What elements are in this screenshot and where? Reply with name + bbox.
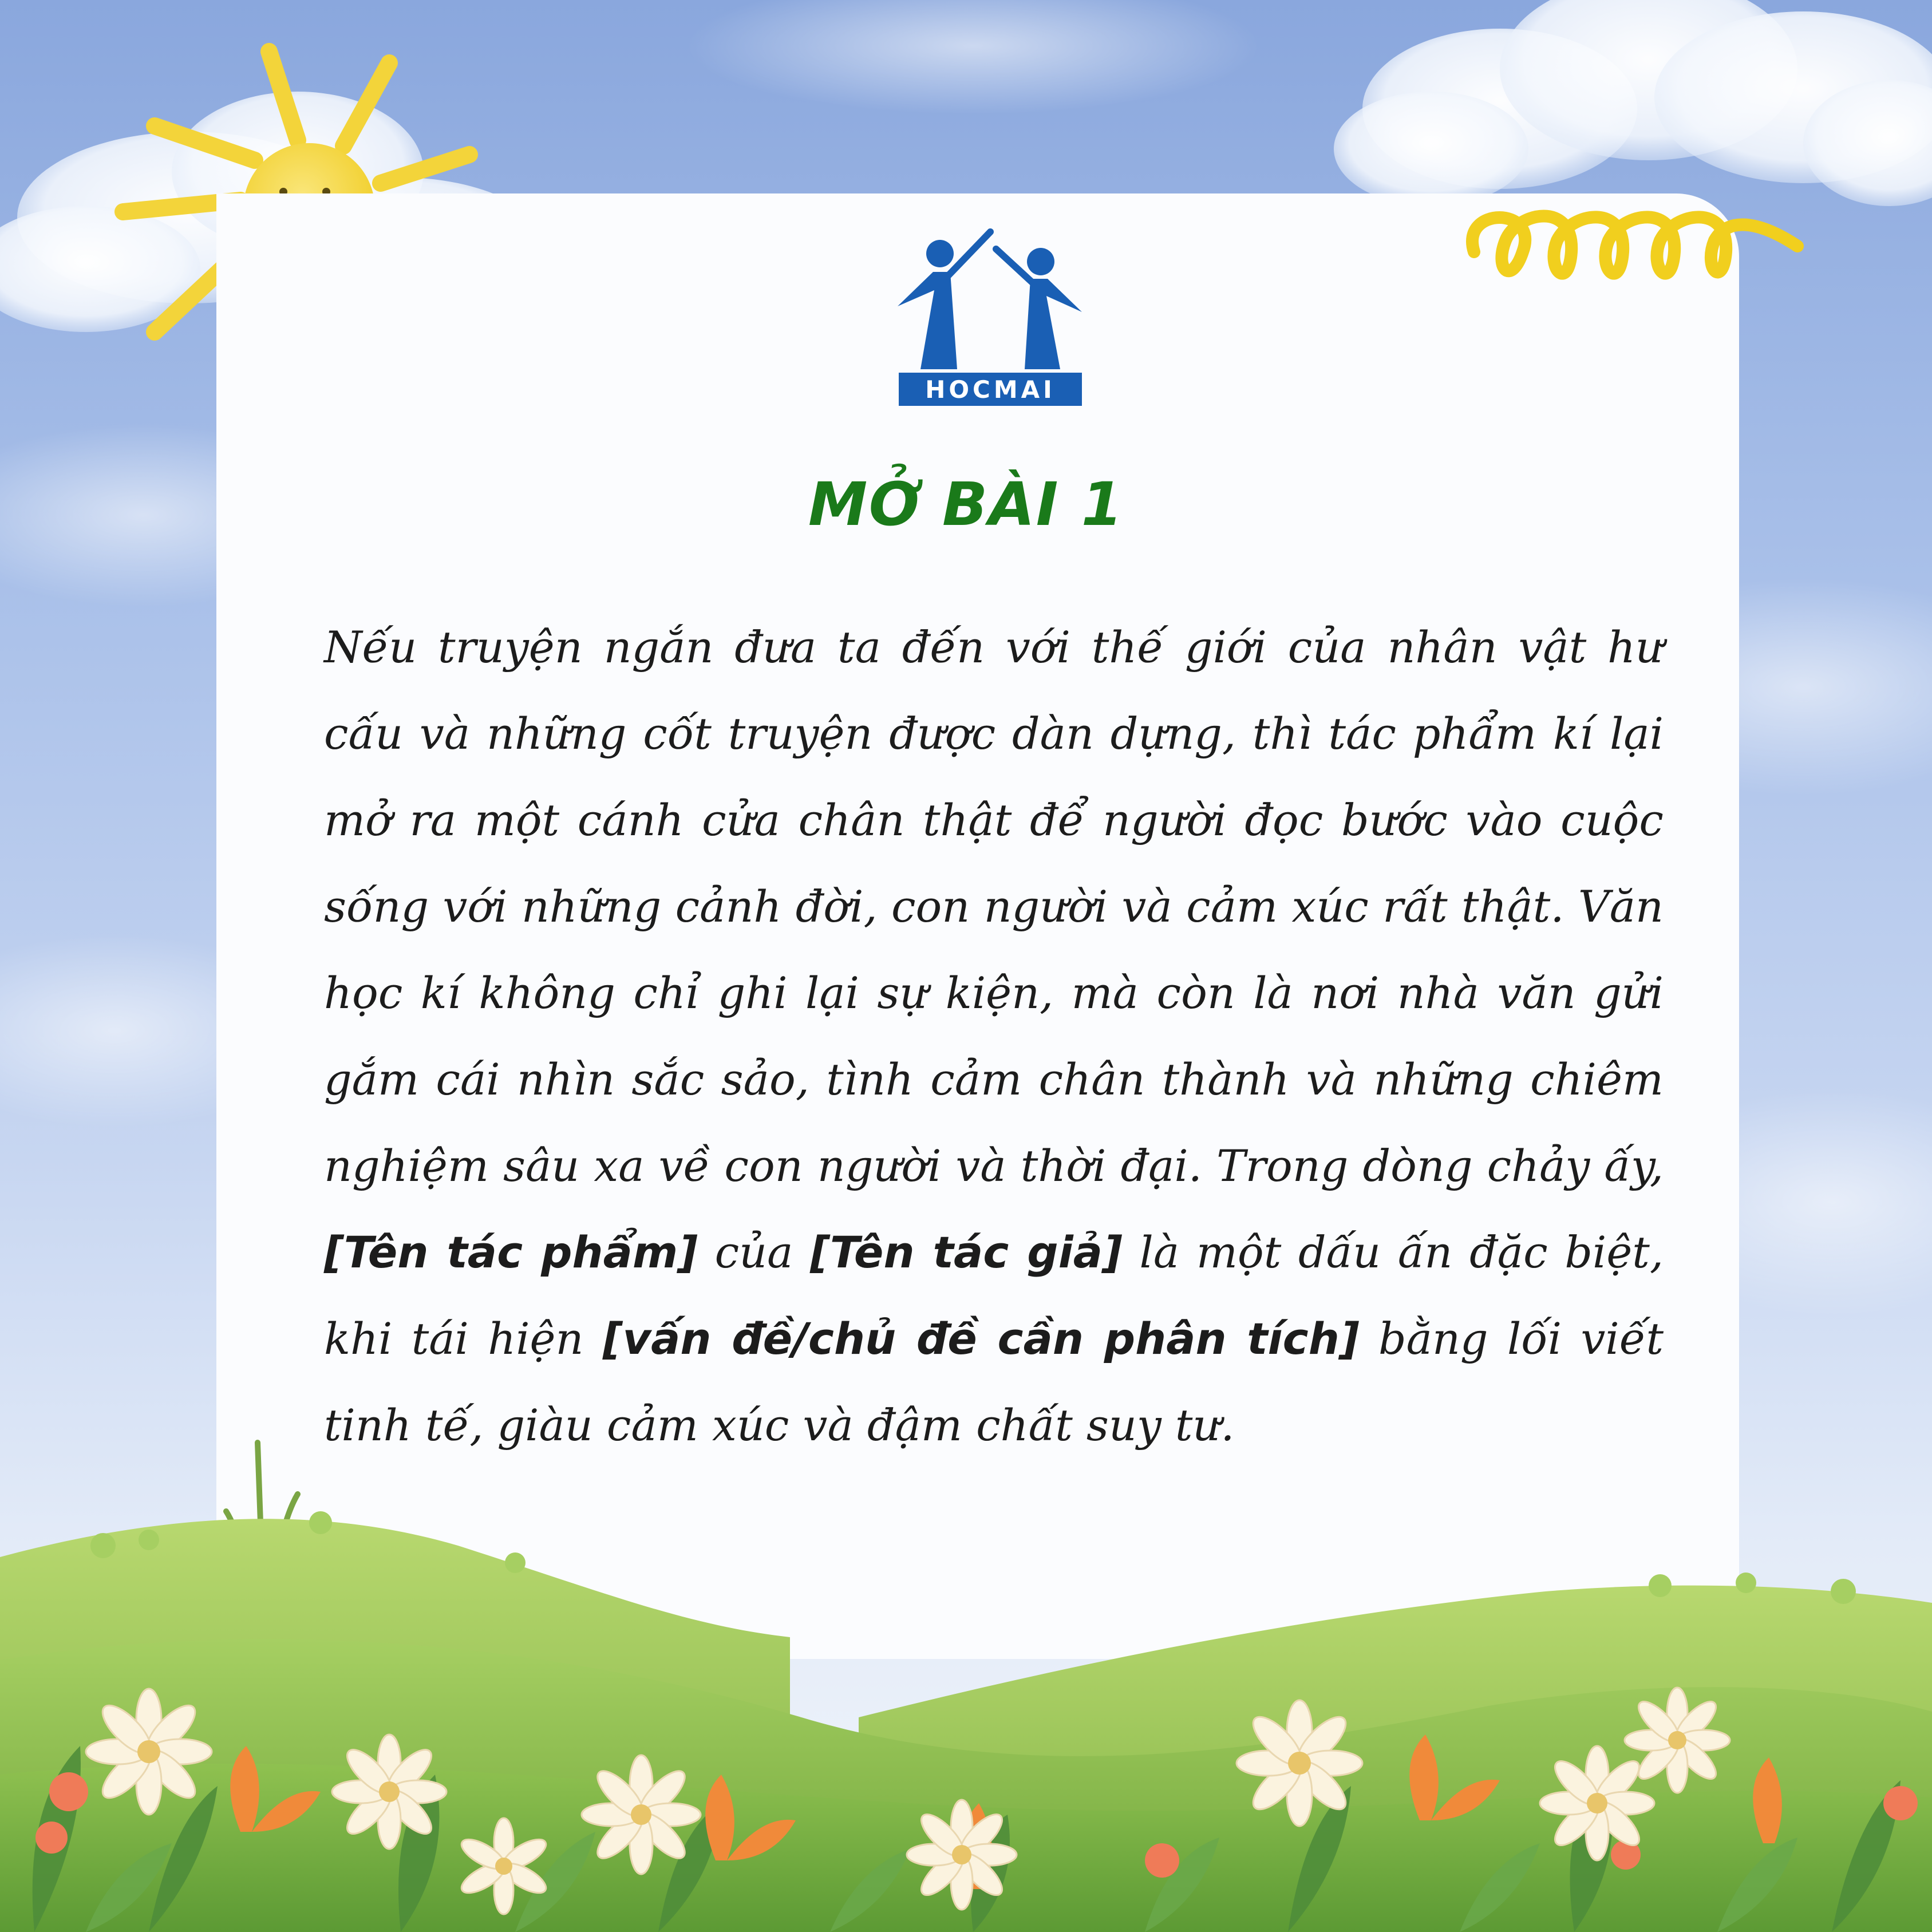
placeholder-work: [Tên tác phẩm] <box>324 1227 698 1278</box>
paragraph-part2: của <box>697 1227 811 1278</box>
paragraph-part4: bằng lối viết tinh tế, giàu cảm xúc và đậm chất suy tư. <box>324 1313 1664 1451</box>
placeholder-topic: [vấn đề/chủ đề cần phân tích] <box>602 1313 1360 1364</box>
page-title: MỞ BÀI 1 <box>808 469 1124 539</box>
paragraph-part1: Nếu truyện ngắn đưa ta đến với thế giới của nhân vật hư cấu và những cốt truyện được dàn dựng, thì tác phẩm kí lại mở ra một cánh cửa chân thật để người đọc bước vào cuộc sống với những cảnh đời, con người và cảm xúc rất thật. Văn học kí không chỉ ghi lại sự kiện, mà còn là nơi nhà văn gửi gắm cái nhìn sắc sảo, tình cảm chân thành và những chiêm nghiệm sâu xa về con người và thời đại. Trong dòng chảy ấy, <box>324 622 1664 1191</box>
placeholder-author: [Tên tác giả] <box>810 1227 1123 1278</box>
paragraph-part3: là một dấu ấn đặc biệt, khi tái hiện <box>324 1227 1664 1364</box>
logo-text: HOCMAI <box>925 376 1056 404</box>
